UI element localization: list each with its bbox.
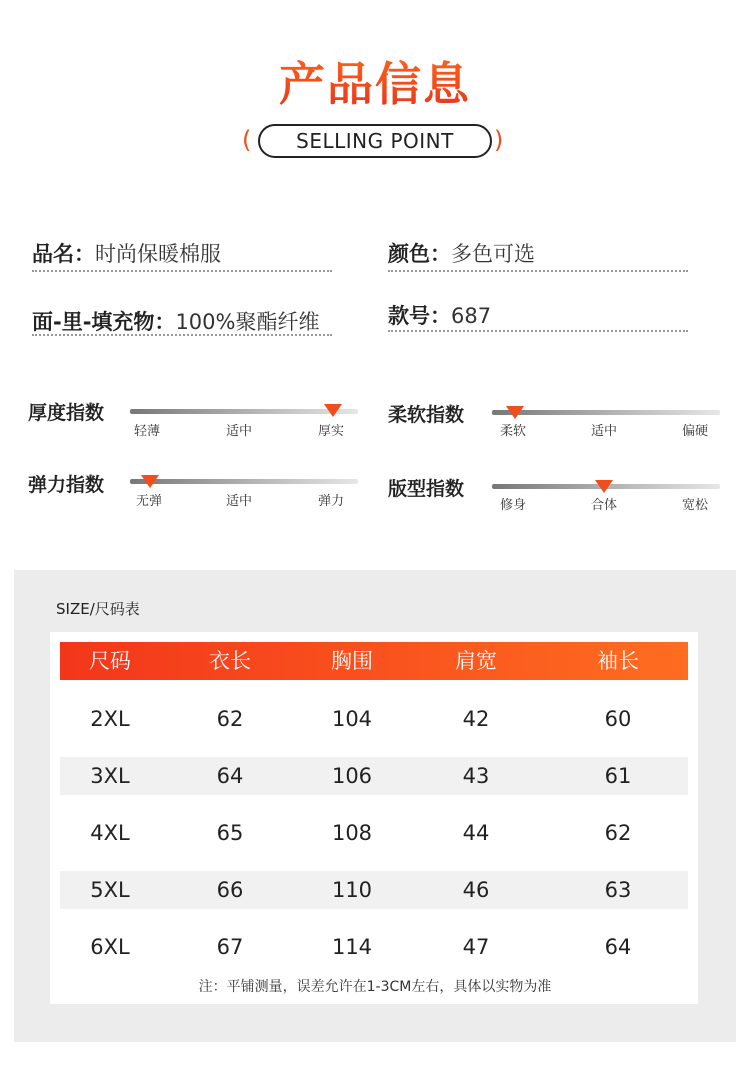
fit-tick-low: 修身: [500, 498, 527, 513]
table-cell: 6XL: [90, 935, 130, 959]
softness-index-label: 柔软指数: [388, 404, 465, 426]
thickness-marker-icon: [324, 404, 342, 417]
fit-index-label: 版型指数: [388, 478, 465, 500]
table-cell: 65: [216, 821, 244, 845]
color-value: 多色可选: [451, 242, 535, 266]
table-cell: 47: [462, 935, 490, 959]
header-cell-sleeve: 袖长: [597, 649, 639, 673]
size-chart-caption: SIZE/尺码表: [56, 600, 140, 618]
table-cell: 46: [462, 878, 490, 902]
fit-tick-high: 宽松: [682, 498, 709, 513]
table-cell: 108: [331, 821, 373, 845]
elasticity-tick-mid: 适中: [226, 494, 253, 509]
table-cell: 104: [331, 707, 373, 731]
table-cell: 66: [216, 878, 244, 902]
elasticity-marker-icon: [141, 475, 159, 488]
table-cell: 62: [216, 707, 244, 731]
softness-tick-low: 柔软: [500, 424, 527, 439]
table-row: [60, 814, 688, 852]
header-cell-size: 尺码: [89, 649, 131, 673]
table-cell: 3XL: [90, 764, 130, 788]
table-cell: 106: [331, 764, 373, 788]
table-cell: 43: [462, 764, 490, 788]
table-row: [60, 928, 688, 966]
selling-point-banner: [0, 124, 750, 160]
table-cell: 110: [331, 878, 373, 902]
fabric-row: [32, 306, 319, 336]
table-cell: 67: [216, 935, 244, 959]
table-cell: 64: [216, 764, 244, 788]
table-cell: 4XL: [90, 821, 130, 845]
elasticity-tick-low: 无弹: [136, 494, 163, 509]
fabric-label: 面-里-填充物：: [32, 310, 176, 334]
table-cell: 5XL: [90, 878, 130, 902]
table-cell: 60: [604, 707, 632, 731]
product-name-label: 品名：: [32, 242, 95, 266]
table-cell: 62: [604, 821, 632, 845]
measurement-note: 注：平铺测量，误差允许在1-3CM左右，具体以实物为准: [198, 979, 552, 995]
divider-dots: [388, 330, 688, 332]
thickness-tick-mid: 适中: [226, 424, 253, 439]
right-paren: ): [494, 126, 504, 154]
size-table-header: [60, 642, 688, 680]
style-number-row: [388, 300, 491, 330]
softness-tick-high: 偏硬: [682, 424, 709, 439]
color-row: [388, 238, 535, 268]
elasticity-tick-high: 弹力: [318, 494, 345, 509]
softness-index-bar: [492, 410, 720, 415]
selling-point-pill: SELLING POINT: [258, 124, 492, 158]
divider-dots: [32, 270, 332, 272]
style-number-value: 687: [451, 304, 492, 328]
product-name-row: [32, 238, 221, 268]
softness-marker-icon: [506, 406, 524, 419]
thickness-tick-high: 厚实: [318, 424, 345, 439]
table-cell: 2XL: [90, 707, 130, 731]
table-cell: 63: [604, 878, 632, 902]
table-row: [60, 700, 688, 738]
header-cell-chest: 胸围: [331, 649, 373, 673]
table-cell: 44: [462, 821, 490, 845]
softness-tick-mid: 适中: [591, 424, 618, 439]
header-cell-length: 衣长: [209, 649, 251, 673]
elasticity-index-bar: [130, 479, 358, 484]
thickness-index-label: 厚度指数: [28, 402, 105, 424]
elasticity-index-label: 弹力指数: [28, 474, 105, 496]
page-title: 产品信息: [0, 48, 750, 114]
fit-tick-mid: 合体: [591, 498, 618, 513]
table-cell: 61: [604, 764, 632, 788]
left-paren: (: [242, 126, 252, 154]
table-cell: 42: [462, 707, 490, 731]
table-row: [60, 871, 688, 909]
table-cell: 64: [604, 935, 632, 959]
divider-dots: [32, 334, 332, 336]
style-number-label: 款号：: [388, 304, 451, 328]
table-row: [60, 757, 688, 795]
divider-dots: [388, 270, 688, 272]
fabric-value: 100%聚酯纤维: [175, 310, 320, 334]
thickness-tick-low: 轻薄: [134, 424, 161, 439]
fit-marker-icon: [595, 480, 613, 493]
table-cell: 114: [331, 935, 373, 959]
header-cell-shoulder: 肩宽: [455, 649, 497, 673]
color-label: 颜色：: [388, 242, 451, 266]
product-name-value: 时尚保暖棉服: [95, 242, 221, 266]
